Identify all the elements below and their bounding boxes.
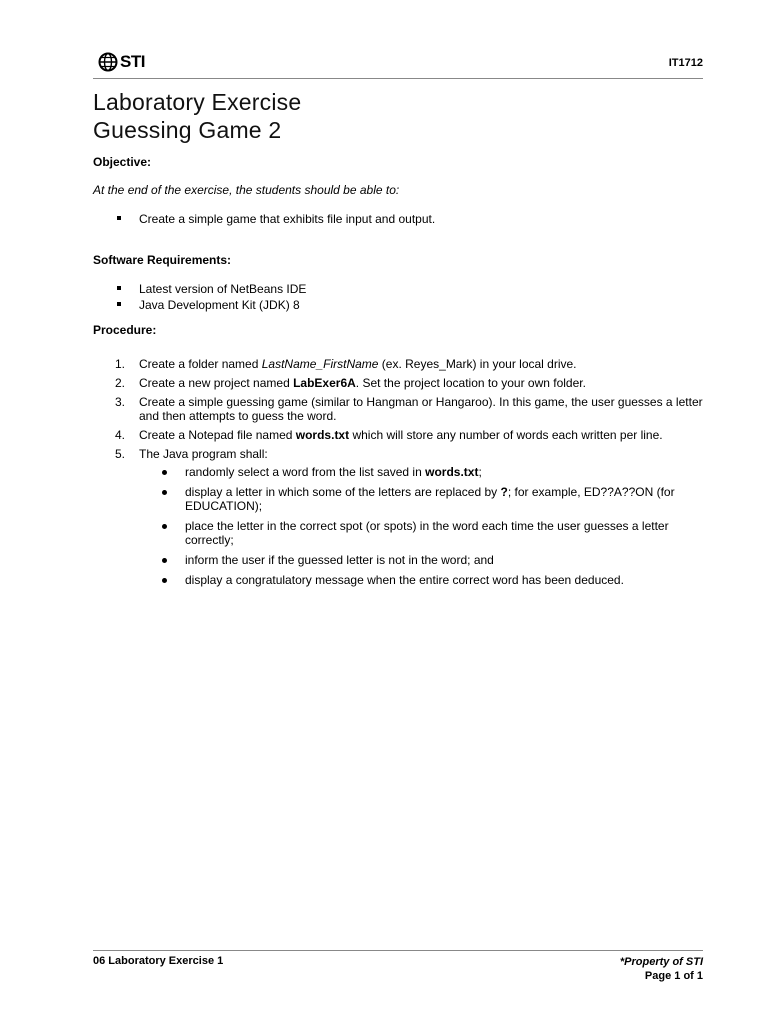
list-item: inform the user if the guessed letter is not in the word; and xyxy=(139,553,705,567)
bullet-dot-icon xyxy=(162,578,167,583)
bullet-dot-icon xyxy=(162,490,167,495)
bullet-square-icon xyxy=(117,216,121,220)
list-item: Latest version of NetBeans IDE xyxy=(93,281,713,297)
title-line-1: Laboratory Exercise xyxy=(93,89,302,115)
list-item: Java Development Kit (JDK) 8 xyxy=(93,297,713,313)
procedure-step: 4. Create a Notepad file named words.txt which will store any number of words each written per line. xyxy=(115,428,663,442)
title-line-2: Guessing Game 2 xyxy=(93,117,282,143)
bullet-dot-icon xyxy=(162,524,167,529)
objective-heading: Objective: xyxy=(93,155,152,169)
procedure-step: 3. Create a simple guessing game (similar to Hangman or Hangaroo). In this game, the user guesses a letter and then attempts to guess the word. xyxy=(115,395,703,423)
procedure-step: 5. The Java program shall: randomly select a word from the list saved in words.txt; display a letter in which some of the letters are replaced by ?; for example, ED??A??ON (for EDUCATION); place the letter in the correct spot (or spots) in the word each time the user guesses a letter correctly; inform the user if the guessed letter is not in the word; and display a congratulatory message when the entire correct word has been deduced. xyxy=(93,447,705,587)
bullet-dot-icon xyxy=(162,470,167,475)
software-list xyxy=(93,281,713,313)
list-item: randomly select a word from the list saved in words.txt; xyxy=(139,465,705,479)
procedure-list xyxy=(93,357,705,593)
bullet-square-icon xyxy=(117,302,121,306)
list-item: display a letter in which some of the letters are replaced by ?; for example, ED??A??ON (for EDUCATION); xyxy=(139,485,705,513)
objective-list xyxy=(93,211,713,227)
property-notice: *Property of STI xyxy=(619,956,703,968)
logo-text: STI xyxy=(120,52,145,71)
page-number: Page 1 of 1 xyxy=(644,970,703,982)
program-requirements-list xyxy=(139,465,705,587)
objective-intro: At the end of the exercise, the students should be able to: xyxy=(93,183,400,197)
footer-divider xyxy=(93,950,703,951)
globe-icon xyxy=(98,52,118,72)
list-item: display a congratulatory message when the entire correct word has been deduced. xyxy=(139,573,705,587)
footer-right-block xyxy=(620,955,703,983)
sti-logo xyxy=(98,51,145,73)
software-heading: Software Requirements: xyxy=(93,253,232,267)
footer-module-label: 06 Laboratory Exercise 1 xyxy=(93,955,224,967)
course-code: IT1712 xyxy=(668,57,703,69)
procedure-step: 2. Create a new project named LabExer6A. Set the project location to your own folder. xyxy=(115,376,586,390)
bullet-square-icon xyxy=(117,286,121,290)
procedure-heading: Procedure: xyxy=(93,323,157,337)
header-divider xyxy=(93,78,703,79)
bullet-dot-icon xyxy=(162,558,167,563)
list-item: place the letter in the correct spot (or spots) in the word each time the user guesses a letter correctly; xyxy=(139,519,705,547)
document-title xyxy=(93,88,693,144)
list-item: Create a simple game that exhibits file input and output. xyxy=(93,211,713,227)
procedure-step: 1. Create a folder named LastName_FirstName (ex. Reyes_Mark) in your local drive. xyxy=(115,357,577,371)
